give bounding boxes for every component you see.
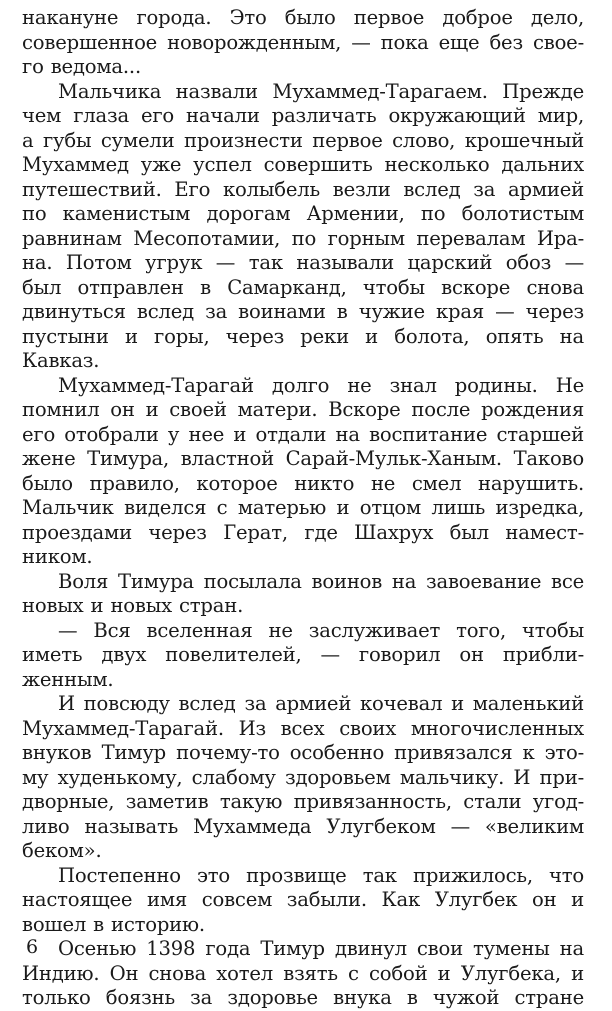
text-line: Мальчика назвали Мухаммед-Тарагаем. Прежде [58, 79, 584, 103]
text-line: иметь двух повелителей, — говорил он прибли- [22, 643, 584, 666]
text-line: чем глаза его начали различать окружающий мир, [22, 104, 584, 127]
text-line: только боязнь за здоровье внука в чужой стране [22, 986, 584, 1009]
text-line: Мухаммед-Тарагай долго не знал родины. Не [58, 373, 584, 397]
text-line: по каменистым дорогам Армении, по болотистым [22, 202, 584, 225]
text-line: его отобрали у нее и отдали на воспитание старшей [22, 422, 584, 446]
text-line: Постепенно это прозвище так прижилось, что [58, 863, 584, 887]
text-line: женным. [22, 667, 114, 691]
text-line: совершенное новорожденным, — пока еще без свое- [22, 30, 584, 54]
text-line: беком». [22, 839, 102, 862]
text-line: Мухаммед-Тарагай. Из всех своих многочисленных [22, 716, 584, 740]
text-line: внуков Тимур почему-то особенно привязался к это- [22, 741, 584, 764]
text-line: двинуться вслед за воинами в чужие края — через [22, 300, 584, 323]
text-line: — Вся вселенная не заслуживает того, чтобы [58, 618, 584, 642]
text-line: Мальчик виделся с матерью и отцом лишь изредка, [22, 496, 584, 519]
text-line: было правило, которое никто не смел нарушить. [22, 471, 584, 495]
text-line: путешествий. Его колыбель везли вслед за армией [22, 177, 584, 201]
text-line: пустыни и горы, через реки и болота, опять на [22, 324, 584, 348]
page-number: 6 [26, 936, 39, 958]
text-line: му худенькому, слабому здоровьем мальчику. И при- [22, 765, 584, 789]
text-line: был отправлен в Самарканд, чтобы вскоре снова [22, 275, 584, 299]
text-line: равнинам Месопотамии, по горным перевалам Ира- [22, 226, 584, 250]
page-text [22, 6, 584, 1011]
text-line: дворные, заметив такую привязанность, стали угод- [22, 790, 584, 813]
text-line: И повсюду вслед за армией кочевал и маленький [58, 692, 584, 715]
text-line: накануне города. Это было первое доброе дело, [22, 6, 584, 29]
text-line: помнил он и своей матери. Вскоре после рождения [22, 398, 584, 421]
text-line: настоящее имя совсем забыли. Как Улугбек он и [22, 888, 584, 911]
text-line: Мухаммед уже успел совершить несколько дальних [22, 153, 584, 176]
text-line: проездами через Герат, где Шахрух был намест- [22, 520, 584, 544]
text-line: го ведома... [22, 55, 141, 78]
text-line: а губы сумели произнести первое слово, крошечный [22, 128, 584, 152]
text-line: ником. [22, 545, 93, 568]
text-line: Индию. Он снова хотел взять с собой и Улугбека, и [22, 961, 584, 985]
text-line: Кавказ. [22, 349, 100, 372]
text-line: Осенью 1398 года Тимур двинул свои тумены на [58, 937, 584, 960]
text-line: жене Тимура, властной Сарай-Мульк-Ханым. Таково [22, 447, 584, 470]
text-line: вошел в историю. [22, 912, 205, 936]
text-line: ливо называть Мухаммеда Улугбеком — «великим [22, 814, 584, 838]
text-line: Воля Тимура посылала воинов на завоевание все [58, 569, 584, 593]
text-line: на. Потом угрук — так называли царский обоз — [22, 251, 584, 274]
text-line: новых и новых стран. [22, 594, 244, 617]
